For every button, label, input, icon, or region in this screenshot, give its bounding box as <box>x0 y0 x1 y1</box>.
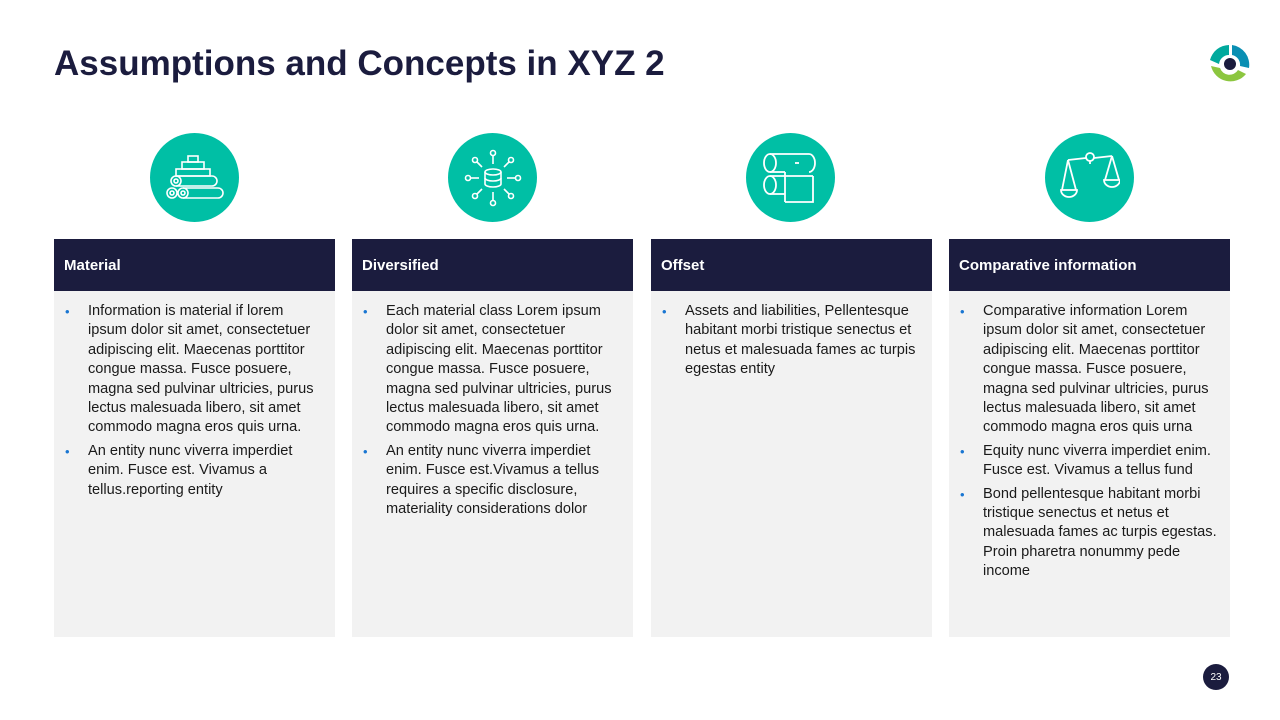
bullet-list <box>362 302 623 519</box>
page-number-badge: 23 <box>1203 664 1229 690</box>
bullet-list <box>959 302 1220 582</box>
column-header: Comparative information <box>949 239 1230 291</box>
database-network-icon <box>448 133 537 222</box>
column-header: Diversified <box>352 239 633 291</box>
balance-scale-icon <box>1045 133 1134 222</box>
column-comparative-information <box>949 239 1230 637</box>
bullet-item: • Equity nunc viverra imperdiet enim. Fusce est. Vivamus a tellus fund <box>959 442 1220 481</box>
company-logo <box>1206 42 1252 88</box>
bullet-item: • Bond pellentesque habitant morbi tristique senectus et netus et malesuada fames ac turpis egestas. Proin pharetra nonummy pede income <box>959 485 1220 582</box>
bullet-item: • Information is material if lorem ipsum dolor sit amet, consectetuer adipiscing elit. Maecenas porttitor congue massa. Fusce posuere, magna sed pulvinar ultricies, purus lectus malesuada libero, sit amet commodo magna eros quis urna. <box>64 302 325 438</box>
bullet-item: • An entity nunc viverra imperdiet enim. Fusce est.Vivamus a tellus requires a specific disclosure, materiality considerations dolor <box>362 442 623 520</box>
bullet-list <box>661 302 922 380</box>
column-material <box>54 239 335 637</box>
bullet-item: • Assets and liabilities, Pellentesque habitant morbi tristique senectus et netus et malesuada fames ac turpis egestas entity <box>661 302 922 380</box>
column-header: Material <box>54 239 335 291</box>
paper-rolls-icon <box>746 133 835 222</box>
bullet-item: • Each material class Lorem ipsum dolor sit amet, consectetuer adipiscing elit. Maecenas porttitor congue massa. Fusce posuere, magna sed pulvinar ultricies, purus lectus malesuada libero, sit amet commodo magna eros quis urna. <box>362 302 623 438</box>
column-diversified <box>352 239 633 637</box>
slide-title: Assumptions and Concepts in XYZ 2 <box>54 44 665 83</box>
logs-stack-icon <box>150 133 239 222</box>
column-header: Offset <box>651 239 932 291</box>
bullet-item: • An entity nunc viverra imperdiet enim. Fusce est. Vivamus a tellus.reporting entity <box>64 442 325 500</box>
column-offset <box>651 239 932 637</box>
bullet-list <box>64 302 325 500</box>
bullet-item: • Comparative information Lorem ipsum dolor sit amet, consectetuer adipiscing elit. Maecenas porttitor congue massa. Fusce posuere, magna sed pulvinar ultricies, purus lectus malesuada libero, sit amet commodo magna eros quis urna <box>959 302 1220 438</box>
